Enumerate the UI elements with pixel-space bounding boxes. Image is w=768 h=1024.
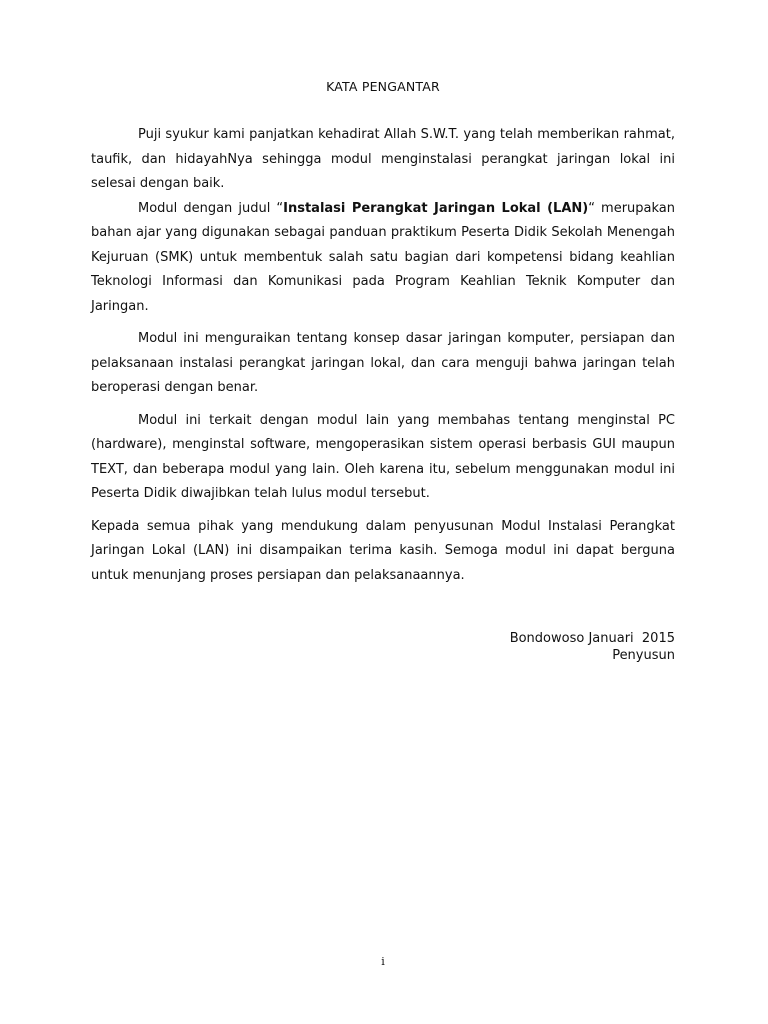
paragraph-3: Modul ini menguraikan tentang konsep dasar jaringan komputer, persiapan dan pelaksanaan instalasi perangkat jaringan lokal, dan cara menguji bahwa jaringan telah beroperasi dengan benar. bbox=[91, 331, 675, 395]
quote-close: “ bbox=[588, 200, 595, 216]
paragraph-2-rest: merupakan bahan ajar yang digunakan sebagai panduan praktikum Peserta Didik Sekolah Menengah Kejuruan (SMK) untuk membentuk salah satu bagian dari kompetensi bidang keahlian Teknologi Informasi dan Komunikasi pada Program Keahlian Teknik Komputer dan Jaringan. bbox=[91, 200, 676, 314]
signature-block bbox=[510, 630, 675, 664]
paragraph-5: Kepada semua pihak yang mendukung dalam penyusunan Modul Instalasi Perangkat Jaringan Lokal (LAN) ini disampaikan terima kasih. Semoga modul ini dapat berguna untuk menunjang proses persiapan dan pelaksanaannya. bbox=[91, 518, 675, 583]
paragraph-4: Modul ini terkait dengan modul lain yang membahas tentang menginstal PC (hardware), menginstal software, mengoperasikan sistem operasi berbasis GUI maupun TEXT, dan beberapa modul yang lain. Oleh karena itu, sebelum menggunakan modul ini Peserta Didik diwajibkan telah lulus modul tersebut. bbox=[91, 412, 675, 501]
document-body bbox=[91, 123, 675, 588]
signature-author: Penyusun bbox=[612, 648, 675, 663]
module-title-bold: Instalasi Perangkat Jaringan Lokal (LAN) bbox=[283, 200, 589, 216]
paragraph-2 bbox=[91, 197, 675, 320]
page-title: KATA PENGANTAR bbox=[326, 79, 440, 94]
signature-place-date: Bondowoso Januari 2015 bbox=[509, 631, 675, 646]
quote-open: “ bbox=[276, 200, 284, 216]
paragraph-1: Puji syukur kami panjatkan kehadirat Allah S.W.T. yang telah memberikan rahmat, taufik, dan hidayahNya sehingga modul menginstalasi perangkat jaringan lokal ini selesai dengan baik. bbox=[91, 127, 675, 191]
page-number: i bbox=[381, 955, 385, 968]
paragraph-2-lead: Modul dengan judul bbox=[138, 200, 277, 216]
document-page bbox=[91, 0, 675, 1024]
